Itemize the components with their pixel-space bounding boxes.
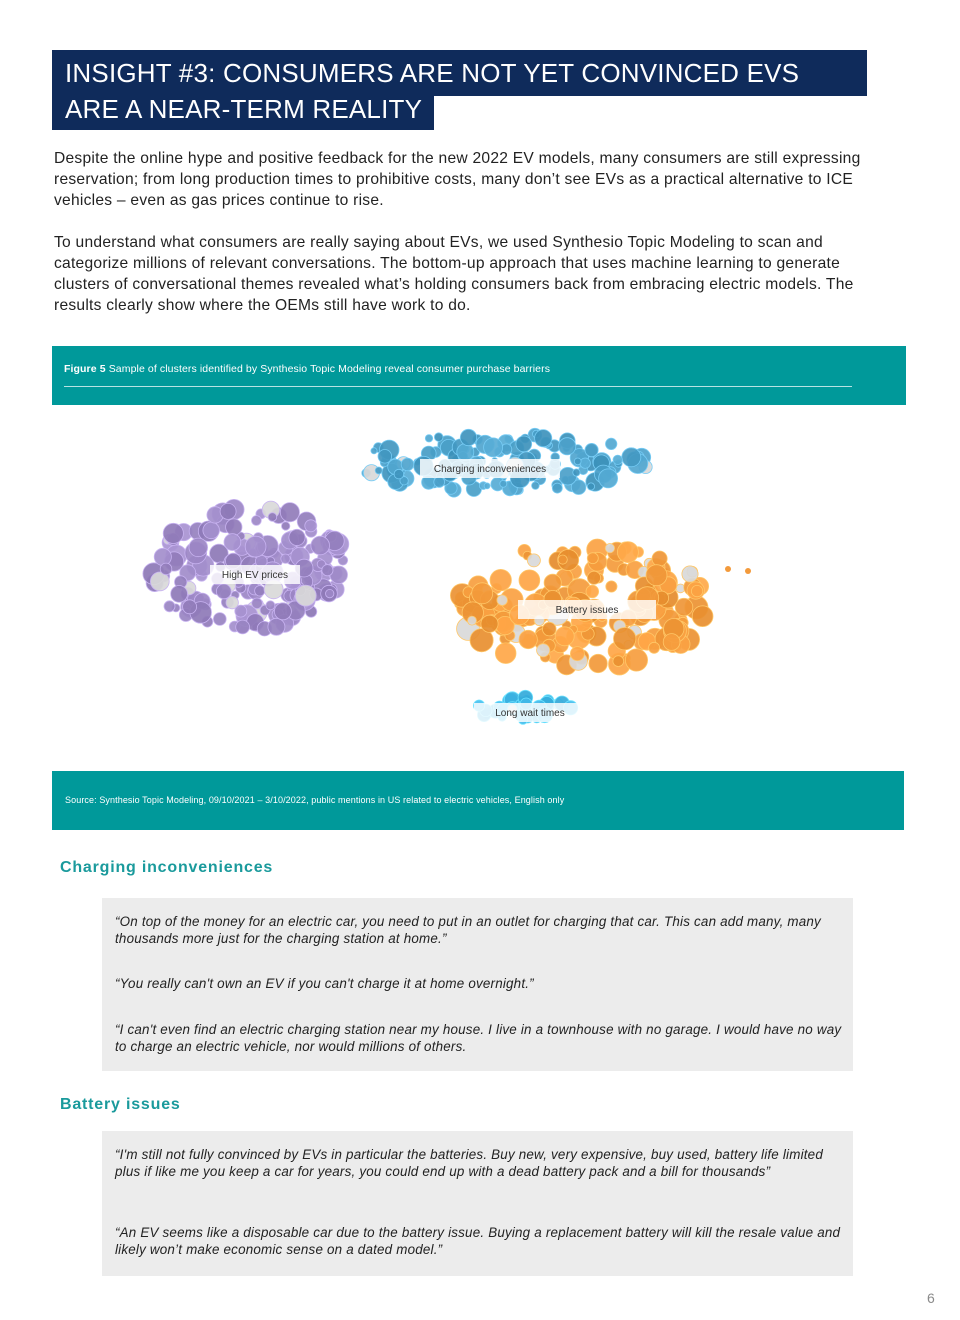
cluster-bubble bbox=[692, 606, 713, 627]
cluster-bubble bbox=[586, 585, 599, 598]
cluster-bubble bbox=[599, 469, 618, 488]
cluster-bubble bbox=[160, 563, 172, 575]
cluster-bubble bbox=[500, 480, 507, 487]
cluster-bubble bbox=[371, 448, 377, 454]
cluster-bubble bbox=[375, 467, 382, 474]
cluster-bubble bbox=[589, 654, 607, 672]
cluster-bubble bbox=[543, 622, 557, 636]
cluster-bubble bbox=[484, 483, 490, 489]
topic-cluster-bubble-chart bbox=[0, 405, 960, 771]
cluster-bubble bbox=[544, 574, 561, 591]
cluster-bubble bbox=[274, 603, 291, 620]
figure-caption bbox=[64, 363, 550, 375]
section-heading-battery: Battery issues bbox=[60, 1096, 181, 1113]
cluster-bubble bbox=[605, 544, 614, 553]
page-title-line-2: ARE A NEAR-TERM REALITY bbox=[52, 90, 434, 130]
cluster-bubble bbox=[401, 458, 414, 471]
cluster-bubble bbox=[617, 542, 638, 563]
cluster-bubble bbox=[495, 643, 516, 664]
cluster-bubble bbox=[682, 566, 698, 582]
cluster-bubble bbox=[606, 581, 617, 592]
cluster-bubble bbox=[614, 628, 636, 650]
cluster-bubble bbox=[537, 644, 550, 657]
quote-charging-3: “I can't even find an electric charging station near my house. I live in a townhouse with no garage. I would have no way to charge an electric vehicle, nor would millions of others. bbox=[115, 1022, 842, 1054]
cluster-battery-issues bbox=[450, 539, 751, 675]
cluster-high-ev-prices bbox=[143, 499, 349, 636]
figure-caption-text: Sample of clusters identified by Synthesio Topic Modeling reveal consumer purchase barriers bbox=[108, 363, 551, 375]
cluster-bubble bbox=[585, 443, 598, 456]
cluster-long-wait-times bbox=[474, 690, 587, 724]
quote-box-charging bbox=[102, 898, 853, 1071]
cluster-bubble bbox=[163, 523, 183, 543]
cluster-bubble bbox=[519, 630, 537, 648]
cluster-bubble bbox=[171, 586, 188, 603]
cluster-bubble bbox=[226, 519, 242, 535]
cluster-bubble bbox=[555, 627, 574, 646]
cluster-bubble bbox=[236, 620, 250, 634]
cluster-bubble bbox=[183, 600, 197, 614]
cluster-bubble bbox=[484, 438, 503, 457]
cluster-bubble bbox=[519, 570, 540, 591]
cluster-bubble bbox=[745, 568, 751, 574]
cluster-label: High EV prices bbox=[221, 570, 289, 581]
cluster-bubble bbox=[213, 613, 226, 626]
cluster-bubble bbox=[281, 554, 290, 563]
cluster-bubble bbox=[574, 458, 581, 465]
cluster-bubble bbox=[224, 534, 241, 551]
cluster-bubble bbox=[216, 584, 231, 599]
figure-source-band bbox=[52, 771, 904, 830]
cluster-bubble bbox=[245, 536, 266, 557]
cluster-bubble bbox=[573, 469, 580, 476]
cluster-bubble bbox=[378, 450, 392, 464]
cluster-bubble bbox=[226, 596, 238, 608]
page-number: 6 bbox=[927, 1290, 935, 1306]
cluster-bubble bbox=[652, 551, 667, 566]
cluster-bubble bbox=[622, 448, 641, 467]
cluster-bubble bbox=[326, 589, 334, 597]
cluster-bubble bbox=[691, 585, 702, 596]
cluster-bubble bbox=[255, 586, 265, 596]
cluster-bubble bbox=[570, 647, 584, 661]
cluster-bubble bbox=[394, 469, 404, 479]
cluster-bubble bbox=[282, 522, 290, 530]
cluster-bubble bbox=[481, 615, 498, 632]
quote-charging-2: “You really can't own an EV if you can't charge it at home overnight.” bbox=[115, 976, 534, 991]
quote-box-battery bbox=[102, 1131, 853, 1276]
cluster-charging-inconveniences bbox=[362, 428, 652, 497]
cluster-bubble bbox=[613, 455, 622, 464]
cluster-bubble bbox=[154, 548, 171, 565]
cluster-bubble bbox=[457, 444, 474, 461]
cluster-bubble bbox=[558, 555, 567, 564]
quote-battery-2: “An EV seems like a disposable car due to the battery issue. Buying a replacement battery will kill the resale value and likely won’t make economic sense on a dated model.” bbox=[115, 1225, 841, 1257]
cluster-label: Battery issues bbox=[555, 605, 619, 616]
cluster-bubble bbox=[189, 538, 208, 557]
cluster-bubble bbox=[295, 585, 316, 606]
figure-source: Source: Synthesio Topic Modeling, 09/10/2021 – 3/10/2022, public mentions in US related to electric vehicles, English only bbox=[65, 795, 565, 805]
cluster-bubble bbox=[164, 601, 175, 612]
quote-battery-1: “I'm still not fully convinced by EVs in particular the batteries. Buy new, very expensive, buy used, battery life limited plus if like me you keep a car for years, you could end up with a dead battery pack and a bill for thousands” bbox=[115, 1147, 823, 1179]
section-heading-charging: Charging inconveniences bbox=[60, 859, 274, 876]
cluster-bubble bbox=[289, 529, 305, 545]
cluster-bubble bbox=[468, 616, 477, 625]
cluster-bubble bbox=[472, 583, 493, 604]
cluster-bubble bbox=[203, 522, 220, 539]
cluster-label: Long wait times bbox=[495, 708, 565, 719]
cluster-bubble bbox=[252, 516, 262, 526]
cluster-bubble bbox=[527, 554, 540, 567]
intro-paragraph-2: To understand what consumers are really saying about EVs, we used Synthesio Topic Modeling to scan and categorize millions of relevant conversations. The bottom-up approach that uses machine learning to generate clusters of conversational themes revealed what’s holding consumers back from embracing electric models. The results clearly show where the OEMs still have work to do. bbox=[54, 234, 854, 314]
cluster-bubble bbox=[490, 569, 511, 590]
cluster-bubble bbox=[305, 520, 317, 532]
cluster-bubble bbox=[425, 435, 432, 442]
cluster-bubble bbox=[220, 503, 236, 519]
cluster-bubble bbox=[434, 433, 443, 442]
cluster-bubble bbox=[587, 483, 594, 490]
intro-paragraph-1: Despite the online hype and positive feedback for the new 2022 EV models, many consumers are still expressing reservation; from long production times to prohibitive costs, many don’t see EVs as a practical alternative to ICE vehicles – even as gas prices continue to rise. bbox=[54, 150, 861, 209]
cluster-bubble bbox=[497, 595, 508, 606]
cluster-bubble bbox=[532, 482, 540, 490]
page-title-line-1: INSIGHT #3: CONSUMERS ARE NOT YET CONVINCED EVS bbox=[52, 50, 867, 96]
cluster-bubble bbox=[625, 649, 647, 671]
cluster-bubble bbox=[311, 536, 330, 555]
cluster-bubble bbox=[434, 477, 445, 488]
figure-caption-divider bbox=[64, 386, 852, 387]
cluster-bubble bbox=[552, 483, 562, 493]
cluster-bubble bbox=[613, 656, 624, 667]
cluster-bubble bbox=[559, 438, 576, 455]
cluster-label: Charging inconveniences bbox=[433, 464, 547, 475]
cluster-bubble bbox=[649, 642, 660, 653]
cluster-bubble bbox=[663, 634, 680, 651]
cluster-bubble bbox=[266, 601, 275, 610]
cluster-bubble bbox=[587, 553, 598, 564]
cluster-bubble bbox=[280, 503, 299, 522]
cluster-bubble bbox=[606, 438, 617, 449]
figure-header-band bbox=[52, 346, 906, 405]
cluster-bubble bbox=[646, 565, 667, 586]
cluster-bubble bbox=[516, 436, 532, 452]
cluster-bubble bbox=[268, 618, 285, 635]
cluster-bubble bbox=[322, 565, 333, 576]
cluster-bubble bbox=[460, 429, 476, 445]
figure-label: Figure 5 bbox=[64, 363, 106, 375]
cluster-bubble bbox=[535, 430, 552, 447]
cluster-bubble bbox=[725, 566, 731, 572]
cluster-bubble bbox=[580, 458, 590, 468]
cluster-bubble bbox=[587, 571, 600, 584]
quote-charging-1: “On top of the money for an electric car, you need to put in an outlet for charging that car. This can add many, many thousands more just for the charging station at home.” bbox=[115, 914, 821, 946]
cluster-bubble bbox=[268, 513, 277, 522]
